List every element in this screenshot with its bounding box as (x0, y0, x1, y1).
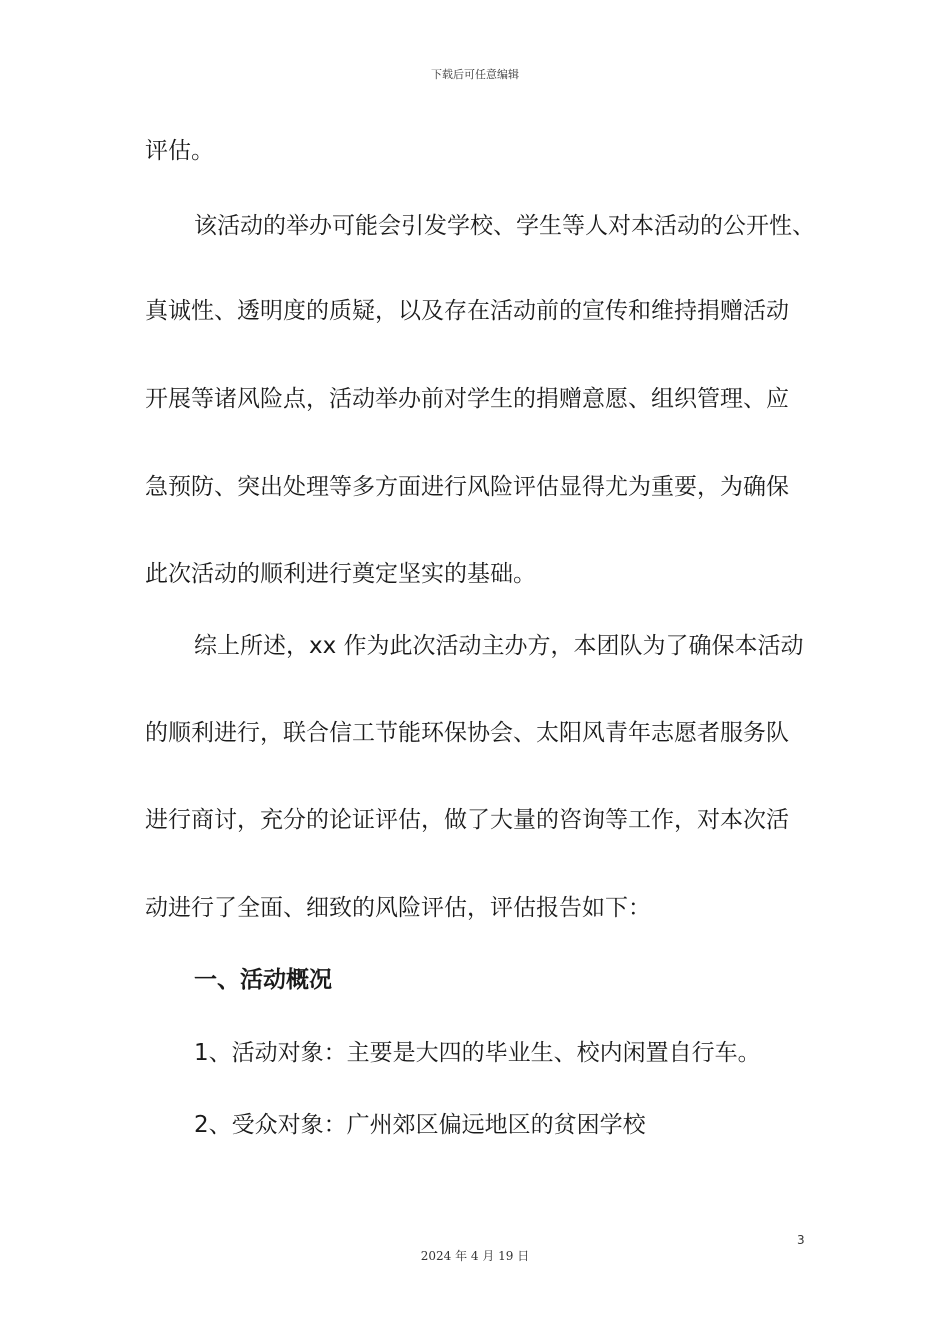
body-line-4: 开展等诸风险点，活动举办前对学生的捐赠意愿、组织管理、应 (145, 386, 789, 412)
body-line-2: 该活动的举办可能会引发学校、学生等人对本活动的公开性、 (194, 213, 815, 239)
body-line-10: 动进行了全面、细致的风险评估，评估报告如下： (145, 895, 651, 921)
body-line-7: 综上所述，xx 作为此次活动主办方，本团队为了确保本活动 (194, 633, 804, 659)
list-item-1: 1、活动对象：主要是大四的毕业生、校内闲置自行车。 (194, 1040, 761, 1066)
header-note: 下载后可任意编辑 (431, 68, 519, 81)
section-heading: 一、活动概况 (194, 967, 332, 993)
body-line-3: 真诚性、透明度的质疑，以及存在活动前的宣传和维持捐赠活动 (145, 298, 789, 324)
footer-date: 2024 年 4 月 19 日 (420, 1249, 530, 1263)
body-line-9: 进行商讨，充分的论证评估，做了大量的咨询等工作，对本次活 (145, 807, 789, 833)
body-line-1: 评估。 (145, 138, 214, 164)
list-item-2: 2、受众对象：广州郊区偏远地区的贫困学校 (194, 1112, 646, 1138)
page-number: 3 (797, 1233, 805, 1247)
body-line-8: 的顺利进行，联合信工节能环保协会、太阳风青年志愿者服务队 (145, 720, 789, 746)
body-line-6: 此次活动的顺利进行奠定坚实的基础。 (145, 561, 536, 587)
body-line-5: 急预防、突出处理等多方面进行风险评估显得尤为重要，为确保 (145, 474, 789, 500)
